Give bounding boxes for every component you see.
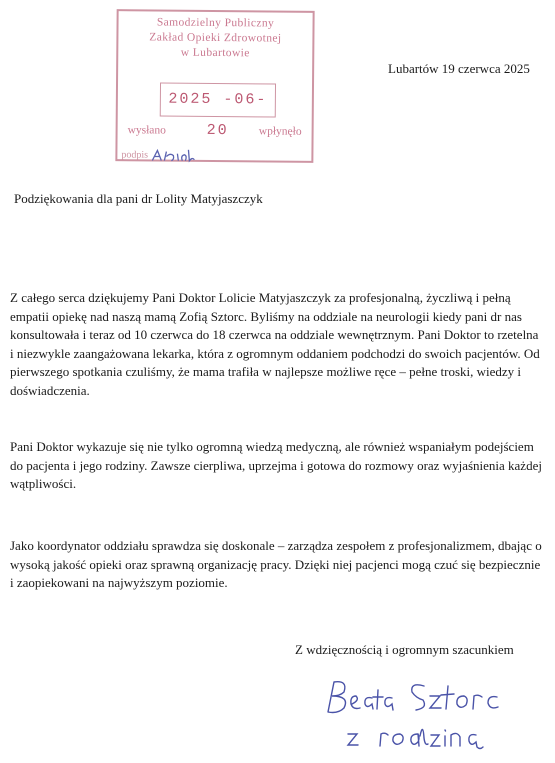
- initials-scribble: [150, 147, 196, 163]
- stamp-line: Zakład Opieki Zdrowotnej: [149, 31, 282, 45]
- handwritten-signature: [320, 676, 520, 756]
- stamp-signature-field: [121, 147, 196, 164]
- stamp-sent-label: wysłano: [127, 124, 167, 137]
- paragraph-knowledge: Pani Doktor wykazuje się nie tylko ogromną wiedzą medyczną, ale również wspaniałym podejściem do pacjenta i jego rodziny. Zawsze cierpliwa, uprzejma i gotowa do rozmowy oraz wyjaśnienia każdej wątpliwości.: [10, 439, 542, 491]
- institution-stamp: [115, 9, 314, 163]
- stamp-line: w Lubartowie: [180, 46, 250, 60]
- letter-subject: Podziękowania dla pani dr Lolity Matyjaszczyk: [14, 191, 263, 206]
- stamp-date: 2025 -06- 20: [160, 83, 276, 118]
- paragraph-thanks: Z całego serca dziękujemy Pani Doktor Lolicie Matyjaszczyk za profesjonalną, życzliwą i pełną empatii opiekę nad naszą mamą Zofią Sztorc. Byliśmy na oddziale na neurologii kiedy pani dr nas konsultowała i teraz od 10 czerwca do 18 czerwca na oddziale wewnętrznym. Pani Doktor to rzetelna i niezwykle zaangażowana lekarka, która z ogromnym oddaniem podchodzi do swoich pacjentów. Od pierwszego spotkania czuliśmy, że mama trafiła w najlepsze możliwe ręce – pełne troski, wiedzy i doświadczenia.: [10, 290, 540, 398]
- stamp-line: Samodzielny Publiczny: [156, 16, 275, 30]
- place-date: Lubartów 19 czerwca 2025: [388, 61, 530, 76]
- stamp-received-label: wpłynęło: [258, 125, 302, 138]
- stamp-sign-label: podpis: [121, 149, 149, 161]
- paragraph-coordinator: Jako koordynator oddziału sprawdza się doskonale – zarządza zespołem z profesjonalizmem, dbając o wysoką jakość opieki oraz sprawną organizację pracy. Dzięki niej pacjenci mogą czuć się bezpiecznie i zaopiekowani na najwyższym poziomie.: [10, 538, 542, 590]
- closing-line: Z wdzięcznością i ogromnym szacunkiem: [295, 642, 514, 657]
